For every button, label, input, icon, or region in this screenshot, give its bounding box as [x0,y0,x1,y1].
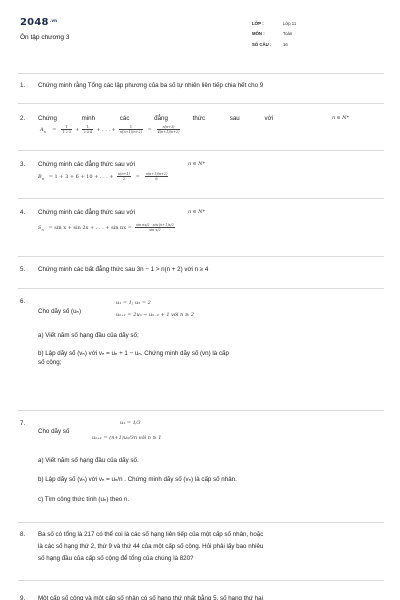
fraction: $\frac{n(n+1)}{2}$ [117,172,130,181]
fraction: $\frac{\text{sin nx/2 · sin (n+1)x/2}}{\text{sin x/2}}$ [136,223,174,232]
meta-label: MÔN : [252,31,265,37]
fraction: $\frac{n(n+1)(n+2)}{6}$ [145,172,168,181]
divider [18,410,384,411]
word: với [264,115,273,122]
page-title: Ôn tập chương 3 [20,34,70,41]
equals: = [147,127,152,133]
question-number: 4. [20,209,26,216]
fraction: $\frac{n(n+3)}{4(n+1)(n+2)}$ [157,125,180,134]
question-number: 7. [20,420,26,427]
word: thức [192,115,206,122]
lhs-sub: n [41,177,44,181]
question-3 [20,160,380,190]
question-number: 6. [20,298,26,305]
part-b: b) Lập dãy số (vₙ) với vₙ = uₙ + 1 − uₙ. Chứng minh dãy số (vn) là cấp [38,350,229,357]
question-7 [20,419,380,514]
question-number: 5. [20,266,26,273]
meta-value: Toán [283,31,293,37]
question-number: 9. [20,595,26,600]
divider [18,150,384,151]
system-line-1: u₁ = 1; u₂ = 2 [116,300,151,306]
lhs-sub: n [41,228,44,232]
question-8 [20,530,380,570]
question-9 [20,594,380,600]
question-text: Chứng minh các bất đẳng thức sau 3n − 1 > n(n + 2) với n ≥ 4 [38,266,209,273]
site-logo [20,17,57,28]
system-line-2: uₙ₊₁ = (n+1)uₙ/3n với n ≥ 1 [92,435,162,441]
question-text: Chứng minh các đẳng thức sau với [38,161,135,168]
series: = 1 + 3 + 6 + 10 + . . . + [48,174,114,180]
divider [18,522,384,523]
meta-row-class [252,18,382,29]
question-line: là các số hạng thứ 2, thứ 9 và thứ 44 của một cấp số cộng. Hỏi phải lấy bao nhiêu [38,543,264,550]
part-a: a) Viết năm số hạng đầu của dãy số; [38,332,139,339]
lhs: B [38,174,42,180]
condition: n ∈ N* [332,115,349,121]
part-c: c) Tìm công thức tính (uₙ) theo n. [38,496,130,503]
question-5 [20,265,380,275]
formula: $B_n$ = 1 + 3 + 6 + 10 + . . . + $\frac{n(n+1)}{2}$ = $\frac{n(n+1)(n+2)}{6}$ [38,172,168,181]
question-text: Một cấp số cộng và một cấp số nhân có số hạng thứ nhất bằng 5, số hạng thứ hai [38,595,263,600]
logo-text: 2048 [20,17,49,28]
divider [18,256,384,257]
question-text: Chứng minh các đẳng thức sau với [38,209,135,216]
series: = sin x + sin 2x + . . . + sin nx = [48,225,132,231]
meta-label: SỐ CÂU : [252,41,272,47]
system-line-2: uₙ₊₁ = 2uₙ − uₙ₋₁ + 1 với n ≥ 2 [116,312,194,318]
equals: = [52,127,57,133]
question-line: số hạng đầu của cấp số cộng để tổng của chúng là 820? [38,555,194,562]
divider [18,580,384,581]
system-line-1: u₁ = 1/3 [120,420,141,426]
question-text [38,114,273,124]
question-6 [20,297,380,382]
question-intro: Cho dãy số [38,428,70,435]
meta-label: LỚP : [252,20,264,26]
divider [18,288,384,289]
divider [18,198,384,199]
fraction: $\frac{1}{1\cdot 2\cdot 3}$ [62,125,71,134]
logo-suffix: .vn [49,18,58,23]
plus: + [75,127,80,133]
word: các [119,115,130,122]
condition: n ∈ N* [188,161,205,167]
meta-value: 16 [283,41,288,47]
question-number: 8. [20,531,26,538]
question-intro: Cho dãy số (uₙ) [38,308,82,315]
question-1 [20,81,380,91]
meta-value: Lớp 11 [283,20,297,26]
fraction: $\frac{1}{n(n+1)(n+2)}$ [119,125,142,134]
word: sau [229,115,240,122]
meta-row-subject [252,29,382,40]
lhs-sub: n [43,130,46,134]
dots: + . . . + [96,127,116,133]
divider [18,103,384,104]
question-text: Chứng minh rằng Tổng các lập phương của ba số tự nhiên liên tiếp chia hết cho 9 [38,82,264,89]
question-number: 3. [20,161,26,168]
part-b-cont: số cộng; [38,359,62,366]
formula [40,125,180,138]
meta-row-count [252,39,382,50]
question-4 [20,208,380,248]
meta-info [252,18,382,50]
condition: n ∈ N* [188,209,205,215]
word: Chứng [38,115,57,122]
part-a: a) Viết năm số hạng đầu của dãy số. [38,457,139,464]
question-2 [20,114,380,150]
part-b: b) Lập dãy số (vₙ) với vₙ = uₙ/n . Chứng minh dãy số (vₙ) là cấp số nhân. [38,476,237,483]
question-number: 2. [20,115,26,122]
divider [18,73,384,74]
lhs: S [38,225,42,231]
word: minh [81,115,96,122]
formula [38,223,175,236]
question-line: Ba số có tổng là 217 có thể coi là các số hạng liên tiếp của một cấp số nhân, hoặc [38,531,264,538]
lhs: A [40,127,44,133]
fraction: $\frac{1}{2\cdot 3\cdot 4}$ [83,125,93,134]
question-number: 1. [20,82,26,89]
word: đẳng [154,115,168,122]
